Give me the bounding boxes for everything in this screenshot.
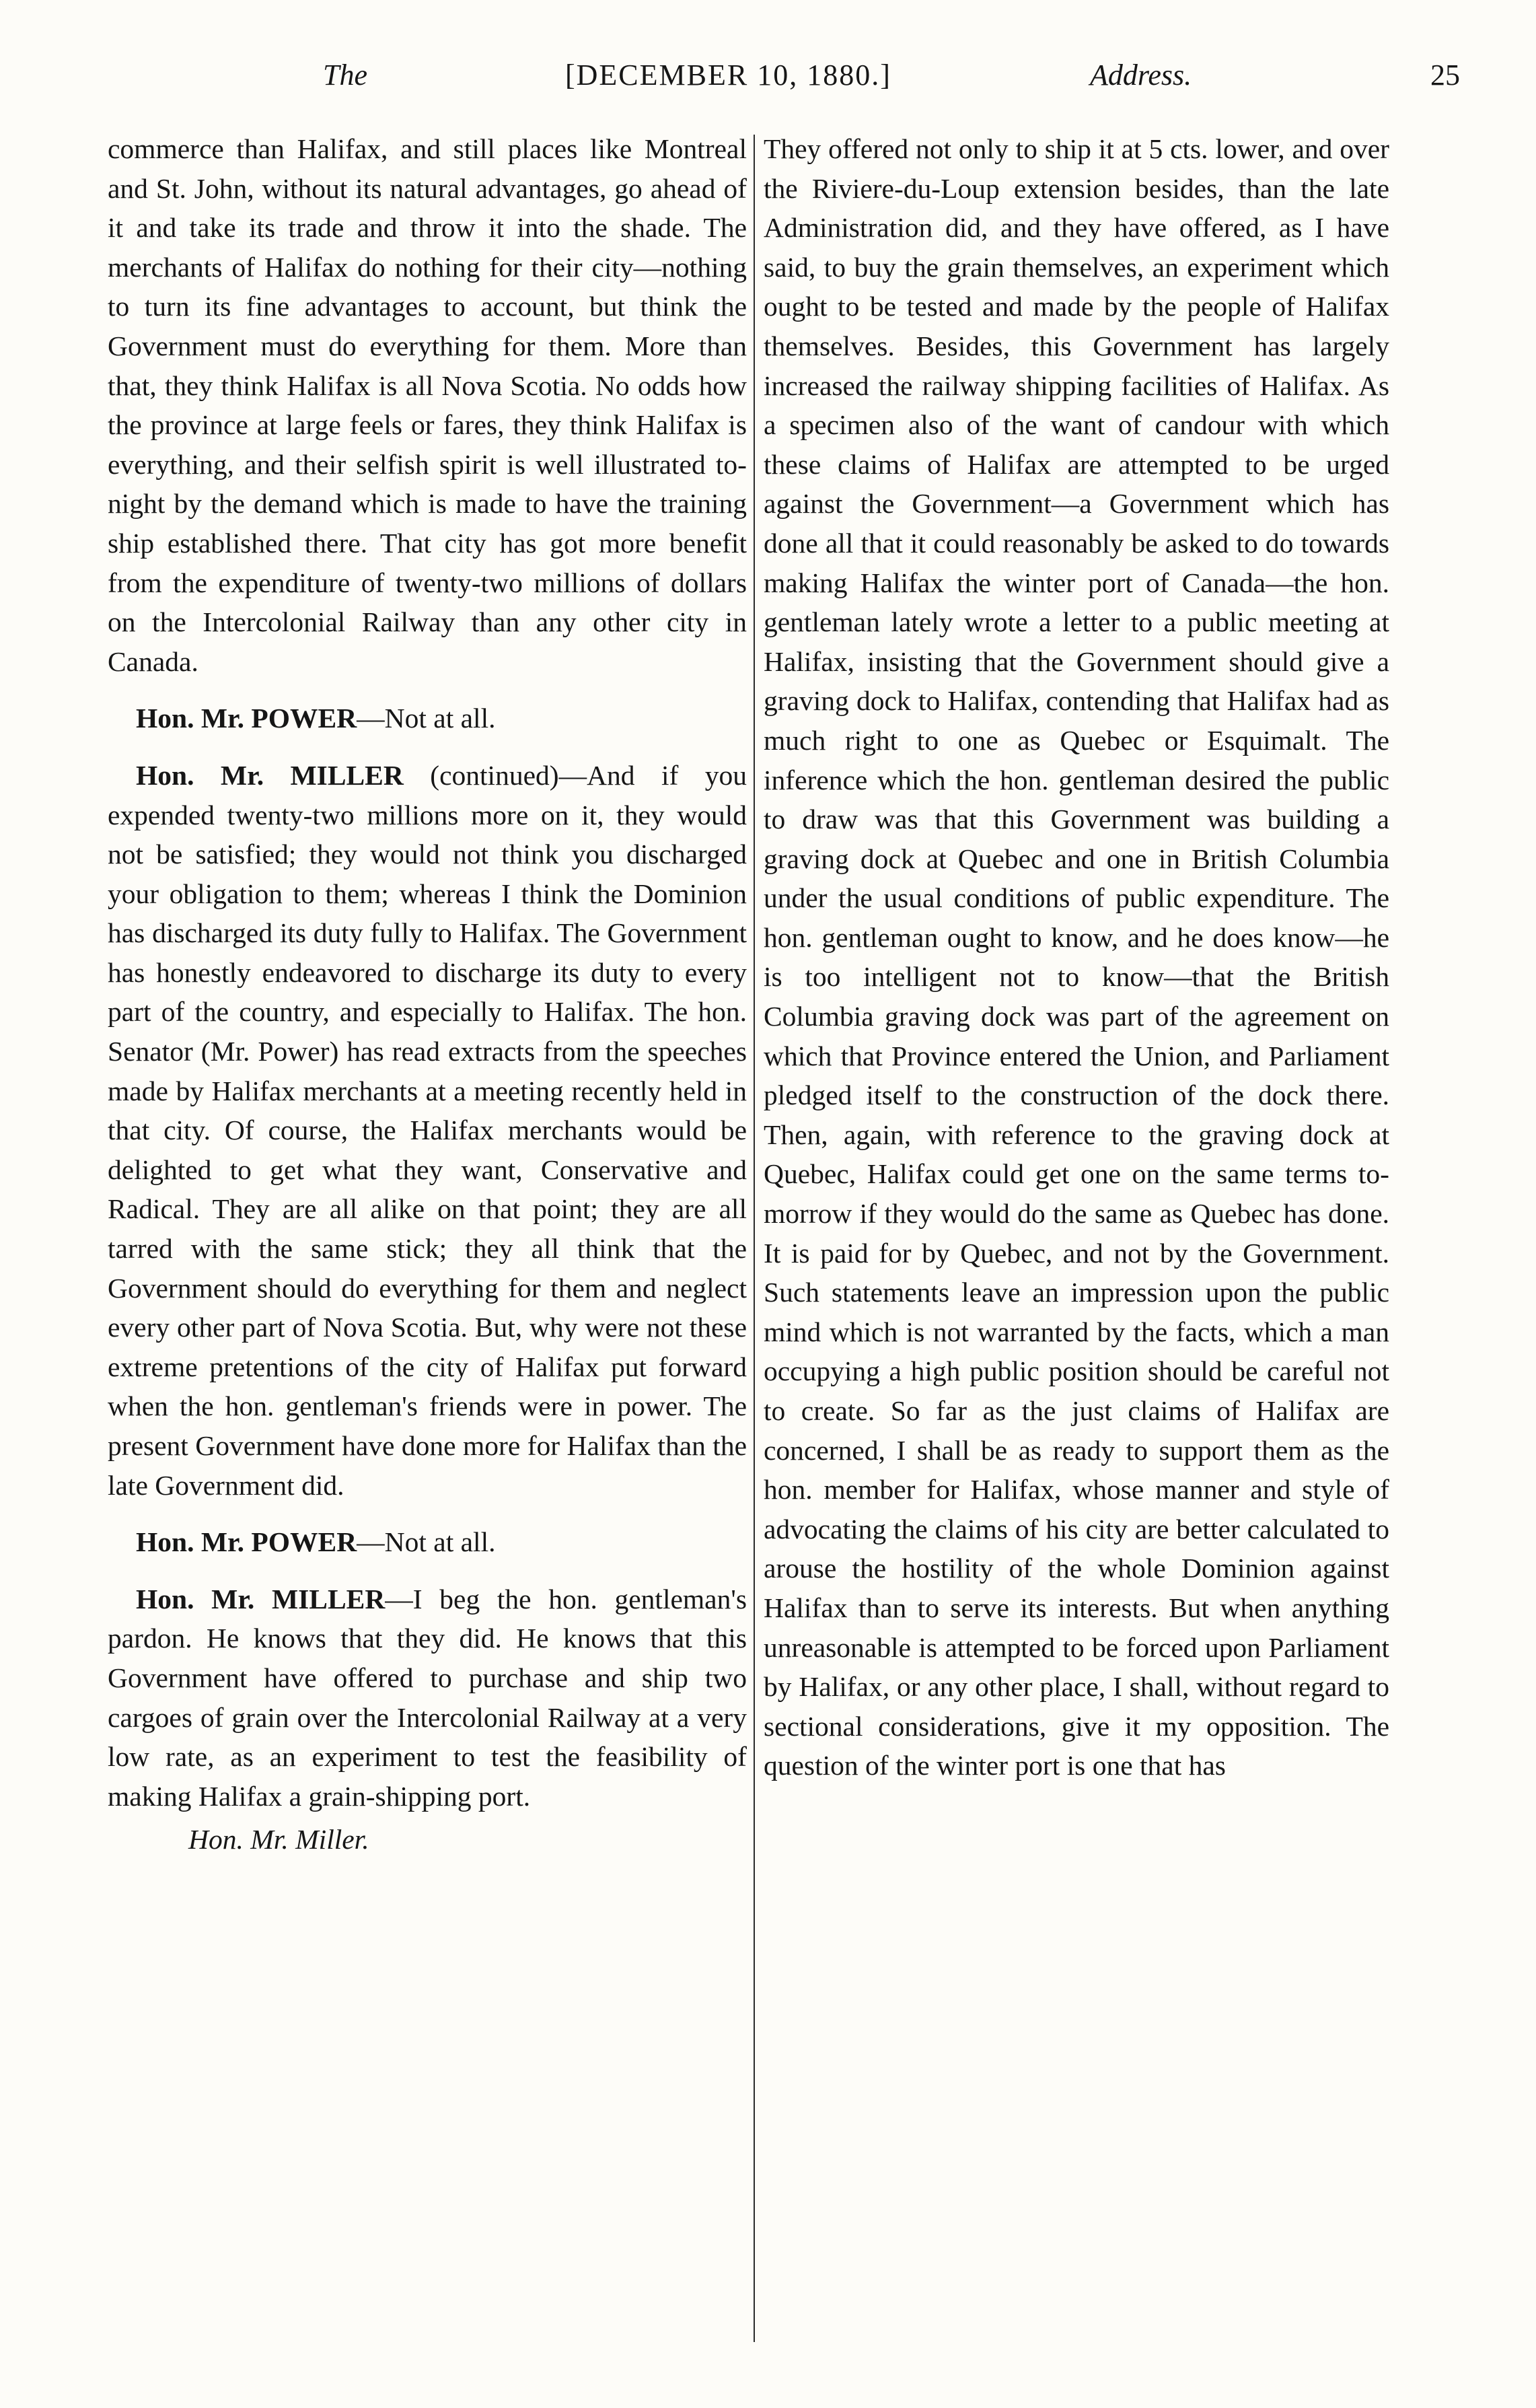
column-divider bbox=[754, 135, 755, 2342]
page-number: 25 bbox=[1430, 59, 1460, 92]
paragraph bbox=[108, 756, 747, 1505]
speaker-name: Hon. Mr. MILLER bbox=[136, 1583, 386, 1615]
speech-text: (continued)—And if you expended twenty-two millions more on it, they would not be satisfied; they would not think you discharged your obligation to them; whereas I think the Dominion has discharged its duty fully to Halifax. The Government has honestly endeavored to discharge its duty to every part of the country, and especially to Halifax. The hon. Senator (Mr. Power) has read extracts from the speeches made by Halifax merchants at a meeting recently held in that city. Of course, the Halifax merchants would be delighted to get what they want, Conservative and Radical. They are all alike on that point; they are all tarred with the same stick; they all think that the Government should do everything for them and neglect every other part of Nova Scotia. But, why were not these extreme pretentions of the city of Halifax put forward when the hon. gentleman's friends were in power. The present Government have done more for Halifax than the late Government did. bbox=[108, 759, 747, 1501]
paragraph bbox=[108, 1580, 747, 1816]
header-left: The bbox=[323, 59, 367, 92]
right-column bbox=[764, 129, 1389, 1803]
paragraph bbox=[108, 699, 747, 738]
speaker-name: Hon. Mr. MILLER bbox=[136, 759, 404, 791]
header-date: [DECEMBER 10, 1880.] bbox=[565, 59, 891, 92]
paragraph: commerce than Halifax, and still places like Montreal and St. John, without its natural advantages, go ahead of it and take its trade and throw it into the shade. The merchants of Halifax do nothing for their city—nothing to turn its fine advantages to account, but think the Government must do everything for them. More than that, they think Halifax is all Nova Scotia. No odds how the province at large feels or fares, they think Halifax is everything, and their selfish spirit is well illustrated to-night by the demand which is made to have the training ship established there. That city has got more benefit from the expenditure of twenty-two millions of dollars on the Intercolonial Railway than any other city in Canada. bbox=[108, 133, 747, 677]
speech-text: —I beg the hon. gentleman's pardon. He knows that they did. He knows that this Government have offered to purchase and ship two cargoes of grain over the Intercolonial Railway at a very low rate, as an experiment to test the feasibility of making Halifax a grain-shipping port. bbox=[108, 1583, 747, 1812]
speech-text: —Not at all. bbox=[357, 703, 496, 734]
page-header bbox=[101, 48, 1460, 102]
header-right: Address. bbox=[1090, 59, 1192, 92]
paragraph bbox=[108, 1522, 747, 1562]
running-signature: Hon. Mr. Miller. bbox=[188, 1824, 369, 1855]
speaker-name: Hon. Mr. POWER bbox=[136, 703, 357, 734]
left-column bbox=[108, 129, 747, 1860]
paragraph: They offered not only to ship it at 5 cts. lower, and over the Riviere-du-Loup extension besides, than the late Administration did, and they have offered, as I have said, to buy the grain themselves, an experiment which ought to be tested and made by the people of Halifax themselves. Besides, this Government has largely increased the railway shipping facilities of Halifax. As a specimen also of the want of candour with which these claims of Halifax are attempted to be urged against the Government—a Government which has done all that it could reasonably be asked to do towards making Halifax the winter port of Canada—the hon. gentleman lately wrote a letter to a public meeting at Halifax, insisting that the Government should give a graving dock to Halifax, contending that Halifax had as much right to one as Quebec or Esquimalt. The inference which the hon. gentleman desired the public to draw was that this Government was building a graving dock at Quebec and one in British Columbia under the usual conditions of public expenditure. The hon. gentleman ought to know, and he does know—he is too intelligent not to know—that the British Columbia graving dock was part of the agreement on which that Province entered the Union, and Parliament pledged itself to the construction of the dock there. Then, again, with reference to the graving dock at Quebec, Halifax could get one on the same terms to-morrow if they would do the same as Quebec has done. It is paid for by Quebec, and not by the Government. Such statements leave an impression upon the public mind which is not warranted by the facts, which a man occupying a high public position should be careful not to create. So far as the just claims of Halifax are concerned, I shall be as ready to support them as the hon. member for Halifax, whose manner and style of advocating the claims of his city are better calculated to arouse the hostility of the whole Dominion against Halifax than to serve its interests. But when anything unreasonable is attempted to be forced upon Parliament by Halifax, or any other place, I shall, without regard to sectional considerations, give it my opposition. The question of the winter port is one that has bbox=[764, 133, 1389, 1781]
speaker-name: Hon. Mr. POWER bbox=[136, 1526, 357, 1558]
speech-text: —Not at all. bbox=[357, 1526, 496, 1558]
